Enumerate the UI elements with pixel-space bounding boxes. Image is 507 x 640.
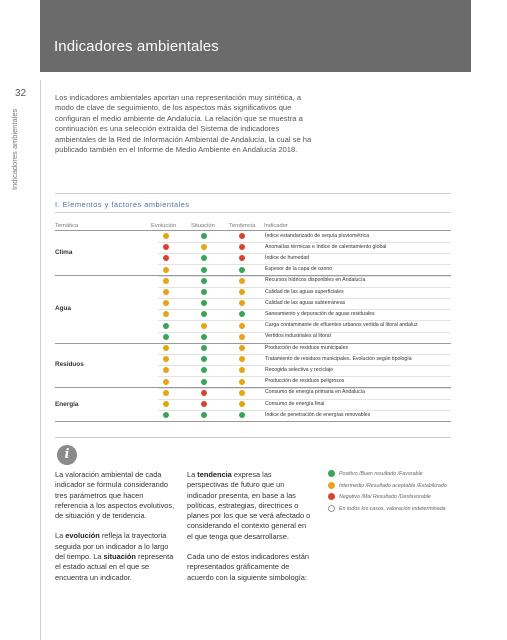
indicator-label: Producción de residuos peligrosos	[265, 378, 345, 385]
indicator-label: Espesor de la capa de ozono	[265, 266, 333, 273]
situacion-dot	[201, 379, 207, 385]
tendencia-dot	[239, 311, 245, 317]
indicator-label: Saneamiento y depuración de aguas residuales	[265, 310, 375, 317]
indicator-label: Vertidos industriales al litoral	[265, 333, 331, 340]
situacion-dot	[201, 311, 207, 317]
tendencia-dot	[239, 278, 245, 284]
tendencia-dot	[239, 300, 245, 306]
table-row	[158, 276, 451, 288]
table-row	[158, 321, 451, 333]
situacion-dot	[201, 255, 207, 261]
tendencia-dot	[239, 390, 245, 396]
indicator-label: Carga contaminante de efluentes urbanos vertida al litoral andaluz	[265, 322, 418, 329]
table-row	[158, 242, 451, 254]
indicator-label: Índice de humedad	[265, 254, 310, 261]
evolucion-dot	[163, 379, 169, 385]
situacion-dot	[201, 233, 207, 239]
table-row	[158, 354, 451, 366]
header-tematica: Temática	[55, 223, 79, 229]
situacion-dot	[201, 390, 207, 396]
intro-paragraph: Los indicadores ambientales aportan una representación muy sintética, a modo de clave de seguimiento, de los aspectos más significativos que configuran el medio ambiente de Andalucía. La relación que se muestra a continuación es una selección extraída del Sistema de indicadores ambientales de la Red de Información Ambiental de Andalucía, la cual se ha publicado también en el Informe de Medio Ambiente en Andalucía 2018.	[55, 93, 312, 155]
table-header-divider	[55, 230, 451, 231]
indicator-label: Recogida selectiva y reciclaje	[265, 366, 334, 373]
evolucion-dot	[163, 412, 169, 418]
tendencia-dot	[239, 233, 245, 239]
tendencia-dot	[239, 255, 245, 261]
situacion-dot	[201, 267, 207, 273]
situacion-dot	[201, 334, 207, 340]
legend-dot	[328, 482, 335, 489]
evolucion-dot	[163, 367, 169, 373]
table-row	[158, 231, 451, 243]
tendencia-dot	[239, 267, 245, 273]
tendencia-dot	[239, 345, 245, 351]
indicator-label: Calidad de las aguas subterráneas	[265, 299, 346, 306]
evolucion-dot	[163, 267, 169, 273]
evolucion-dot	[163, 278, 169, 284]
evolucion-dot	[163, 255, 169, 261]
explanation-p2: La evolución refleja la trayectoria seguida por un indicador a lo largo del tiempo. La situación representa el estado actual en el que se encuentra un indicador.	[55, 531, 174, 582]
indicator-label: Consumo de energía primaria en Andalucía	[265, 389, 366, 396]
situacion-dot	[201, 323, 207, 329]
table-row	[158, 298, 451, 310]
header-tendencia: Tendencia	[229, 223, 256, 229]
indicator-label: Índice estandarizado de sequía pluviométrica	[265, 232, 370, 239]
tendencia-dot	[239, 334, 245, 340]
table-row	[158, 399, 451, 411]
header-indicador: Indicador	[264, 223, 288, 229]
section-title: I. Elementos y factores ambientales	[55, 200, 190, 209]
margin-divider	[40, 80, 41, 640]
indicator-label: Recursos hídricos disponibles en Andalucía	[265, 277, 366, 284]
theme-label: Agua	[55, 305, 71, 313]
situacion-dot	[201, 300, 207, 306]
indicator-label: Calidad de las aguas superficiales	[265, 288, 344, 295]
tendencia-dot	[239, 244, 245, 250]
section-divider	[55, 212, 451, 213]
theme-label: Energía	[55, 400, 79, 408]
tendencia-dot	[239, 412, 245, 418]
table-row	[158, 388, 451, 400]
section-divider	[55, 193, 451, 194]
evolucion-dot	[163, 334, 169, 340]
tendencia-dot	[239, 289, 245, 295]
situacion-dot	[201, 278, 207, 284]
evolucion-dot	[163, 244, 169, 250]
evolucion-dot	[163, 356, 169, 362]
evolucion-dot	[163, 311, 169, 317]
indicator-label: Anomalías térmicas e índice de calentamiento global	[265, 243, 387, 250]
evolucion-dot	[163, 289, 169, 295]
legend-label: Intermedio /Resultado aceptable /Estabilizado	[339, 482, 447, 489]
situacion-dot	[201, 412, 207, 418]
group-divider	[55, 421, 451, 422]
section-divider	[55, 437, 451, 438]
theme-label: Clima	[55, 249, 73, 257]
evolucion-dot	[163, 401, 169, 407]
situacion-dot	[201, 345, 207, 351]
table-row	[158, 343, 451, 355]
situacion-dot	[201, 401, 207, 407]
indicator-label: Tratamiento de residuos municipales. Evolución según tipología	[265, 355, 412, 362]
situacion-dot	[201, 244, 207, 250]
header-evolucion: Evolución	[151, 223, 177, 229]
evolucion-dot	[163, 233, 169, 239]
page-number: 32	[15, 88, 27, 99]
evolucion-dot	[163, 390, 169, 396]
tendencia-dot	[239, 367, 245, 373]
tendencia-dot	[239, 401, 245, 407]
explanation-col-2	[187, 470, 313, 583]
evolucion-dot	[163, 323, 169, 329]
info-icon: i	[57, 445, 77, 465]
legend-label: Positivo /Buen resultado /Favorable	[339, 471, 423, 477]
table-row	[158, 253, 451, 265]
situacion-dot	[201, 356, 207, 362]
side-label: Indicadores ambientales	[10, 108, 19, 190]
legend-label: Negativo /Mal Resultado /Desfavorable	[339, 494, 431, 500]
situacion-dot	[201, 367, 207, 373]
page-title: Indicadores ambientales	[54, 38, 219, 55]
explanation-p1: La valoración ambiental de cada indicador se formula considerando tres parámetros que hacen referencia a los aspectos evolutivos, de situación y de tendencia.	[55, 470, 175, 521]
indicator-label: Índice de penetración de energías renovables	[265, 411, 371, 418]
evolucion-dot	[163, 300, 169, 306]
theme-label: Residuos	[55, 361, 84, 369]
table-row	[158, 365, 451, 377]
tendencia-dot	[239, 323, 245, 329]
table-row	[158, 287, 451, 299]
tendencia-dot	[239, 356, 245, 362]
legend-dot	[328, 470, 335, 477]
indicator-label: Consumo de energía final	[265, 400, 325, 407]
legend-dot	[328, 493, 335, 500]
header-situacion: Situación	[191, 223, 215, 229]
legend-label: En todos los casos, valoración indeterminada	[339, 505, 446, 512]
explanation-p3: La tendencia expresa las perspectivas de futuro que un indicador presenta, en base a las políticas, estrategias, directrices o planes por los que se verá afectado o considerando el contexto general en el que tenga que desarrollarse.	[187, 470, 311, 541]
tendencia-dot	[239, 379, 245, 385]
situacion-dot	[201, 289, 207, 295]
table-row	[158, 309, 451, 321]
evolucion-dot	[163, 345, 169, 351]
page-header	[40, 0, 471, 72]
explanation-p4: Cada uno de estos indicadores están representados gráficamente de acuerdo con la siguiente simbología:	[187, 552, 310, 582]
explanation-col-1	[55, 470, 175, 583]
legend-dot	[328, 505, 335, 512]
indicator-label: Producción de residuos municipales	[265, 344, 349, 351]
